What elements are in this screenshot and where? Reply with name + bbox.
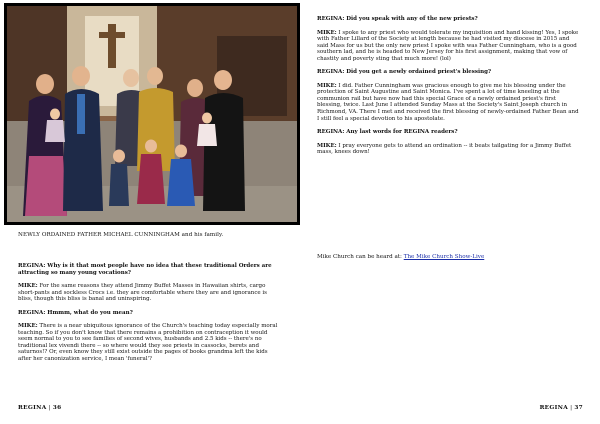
show-link[interactable]: The Mike Church Show-Live [403,254,485,260]
magazine-name: REGINA [539,405,569,411]
paragraph-text: For the same reasons they attend Jimmy Buffet Masses in Hawaiian shirts, cargo short-pants and sockless Crocs i.e. they are comfortable where they are and ignorance is bliss, though this bliss is banal and uninspiring. [18,283,267,303]
paragraph-text: I pray everyone gets to attend an ordination -- it beats tailgating for a Jimmy Buffet mass, knees down! [317,142,572,156]
page-number-left [18,405,61,412]
speaker-label: REGINA: [18,309,46,316]
speaker-label: REGINA: [317,69,345,76]
interview-paragraph [317,30,579,63]
interview-paragraph [317,129,579,136]
interview-paragraph [317,16,579,23]
paragraph-text: Any last words for REGINA readers? [344,129,458,136]
folio-separator: | [48,405,51,411]
page-number: 37 [574,405,583,411]
speaker-label: REGINA: [317,129,345,136]
interview-paragraph [18,263,282,276]
interview-paragraph [317,83,579,122]
show-credit [317,254,587,261]
paragraph-text: I spoke to any priest who would tolerate my inquisition and hand kissing! Yes, I spoke with Father Lillard of the Society at length because he had visited my diocese in 2015 and said Mass for us but the only new priest I spoke with was Father Cunningham, who is a good southern lad, and he is headed to New Jersey for his first assignment, making that vow of chastity and poverty sting that much more! (lol) [317,29,579,62]
page-number-right [540,405,583,412]
paragraph-text: Hmmm, what do you mean? [45,309,133,316]
speaker-label: MIKE: [317,142,337,149]
left-interview-text [18,263,282,370]
family-photo [4,3,300,225]
credit-text: Mike Church can be heard at: [317,254,404,260]
paragraph-text: Why is it that most people have no idea that these traditional Orders are attracting so many young vocations? [18,263,272,276]
paragraph-text: I did. Father Cunningham was gracious enough to give me his blessing under the protection of Saint Augustine and Saint Monica. I've spent a lot of time kneeling at the communion rail but have now had this special Grace of a newly ordained priest's first blessing, twice. Last June I attended Sunday Mass at the Society's Saint Joseph church in Richmond, VA. There I met and received the first blessing of newly-ordained Father Bean and I still feel a special devotion to his apostolate. [317,82,579,122]
interview-paragraph [18,310,282,317]
speaker-label: MIKE: [18,323,38,330]
speaker-label: REGINA: [18,263,46,269]
paragraph-text: There is a near ubiquitous ignorance of the Church's teaching today especially moral teaching. So if you don't know that there remains a prohibition on contraception it would seem normal to you to see families of second wives, husbands and 2.5 kids -- there's no traditional lex vivendi there -- so where would they see priests in cassocks, berets and saturnos!? Or, even know they still exist outside the pages of books grandma left the kids after her canonization service, I mean 'funeral'? [18,323,278,363]
interview-paragraph [18,323,282,362]
folio-separator: | [570,405,573,411]
page-number: 36 [52,405,62,411]
speaker-label: MIKE: [317,82,337,89]
interview-paragraph [317,143,579,156]
paragraph-text: Did you speak with any of the new priests? [344,16,478,22]
photo-caption: NEWLY ORDAINED FATHER MICHAEL CUNNINGHAM and his family. [18,232,224,238]
interview-paragraph [18,283,282,303]
right-interview-text [317,16,579,163]
interview-paragraph [317,69,579,76]
speaker-label: MIKE: [317,29,337,36]
speaker-label: MIKE: [18,283,38,290]
paragraph-text: Did you get a newly ordained priest's blessing? [344,69,492,76]
ordination-group-photo [7,6,297,222]
speaker-label: REGINA: [317,16,345,22]
magazine-name: REGINA [18,405,47,411]
